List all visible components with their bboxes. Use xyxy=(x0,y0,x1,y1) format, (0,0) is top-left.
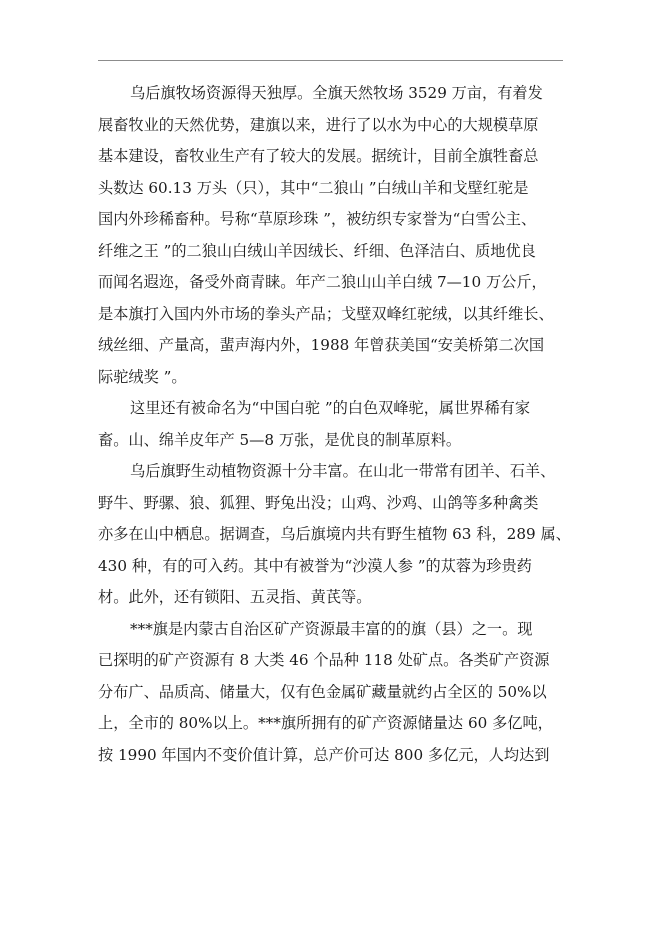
text-line: 纤维之王 ”的二狼山白绒山羊因绒长、纤细、色泽洁白、质地优良 xyxy=(98,241,536,260)
text-line: 而闻名遐迩，备受外商青睐。年产二狼山山羊白绒 7—10 万公斤， xyxy=(98,273,547,291)
text-line: 际驼绒奖 ”。 xyxy=(98,367,187,386)
text-line: 按 1990 年国内不变价值计算，总产价可达 800 多亿元，人均达到 xyxy=(98,745,550,764)
text-line: 头数达 60.13 万头（只），其中“二狼山 ”白绒山羊和戈壁红驼是 xyxy=(98,178,529,197)
text-line: ***旗是内蒙古自治区矿产资源最丰富的的旗（县）之一。现 xyxy=(130,619,533,638)
text-line: 国内外珍稀畜种。号称“草原珍珠 ”，被纺织专家誉为“白雪公主、 xyxy=(98,210,537,228)
text-line: 上，全市的 80%以上。***旗所拥有的矿产资源储量达 60 多亿吨， xyxy=(98,714,553,732)
text-line: 展畜牧业的天然优势，建旗以来，进行了以水为中心的大规模草原 xyxy=(98,115,539,134)
text-line: 野牛、野骡、狼、狐狸、野兔出没；山鸡、沙鸡、山鸽等多种禽类 xyxy=(98,493,539,512)
text-line: 是本旗打入国内外市场的拳头产品；戈壁双峰红驼绒，以其纤维长、 xyxy=(98,304,554,323)
text-line: 亦多在山中栖息。据调查，乌后旗境内共有野生植物 63 科，289 属、 xyxy=(98,525,571,543)
text-line: 绒丝细、产量高，蜚声海内外，1988 年曾获美国“安美桥第二次国 xyxy=(98,336,545,354)
text-line: 430 种，有的可入药。其中有被誉为“沙漠人参 ”的苁蓉为珍贵药 xyxy=(98,556,532,575)
text-line: 基本建设，畜牧业生产有了较大的发展。据统计，目前全旗牲畜总 xyxy=(98,147,539,165)
text-line: 乌后旗牧场资源得天独厚。全旗天然牧场 3529 万亩，有着发 xyxy=(130,84,543,102)
paragraph-minerals xyxy=(98,614,568,772)
text-line: 畜。山、绵羊皮年产 5—8 万张，是优良的制革原料。 xyxy=(98,430,462,449)
paragraph-wildlife xyxy=(98,456,571,614)
header-rule xyxy=(98,60,563,61)
text-line: 已探明的矿产资源有 8 大类 46 个品种 118 处矿点。各类矿产资源 xyxy=(98,651,550,669)
text-line: 这里还有被命名为“中国白驼 ”的白色双峰驼，属世界稀有家 xyxy=(130,399,531,417)
text-line: 分布广、品质高、储量大，仅有色金属矿藏量就约占全区的 50%以 xyxy=(98,682,547,701)
text-line: 乌后旗野生动植物资源十分丰富。在山北一带常有团羊、石羊、 xyxy=(130,462,556,480)
document-body xyxy=(98,78,571,771)
paragraph-white-camel xyxy=(98,393,568,456)
text-line: 材。此外，还有锁阳、五灵指、黄芪等。 xyxy=(98,588,372,606)
paragraph-livestock xyxy=(98,78,568,393)
